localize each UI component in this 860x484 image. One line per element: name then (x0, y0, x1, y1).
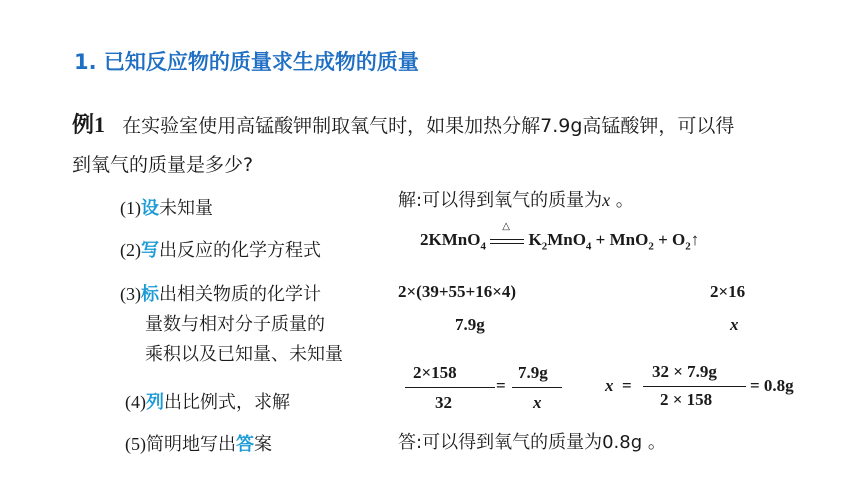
example-text-2: 到氧气的质量是多少? (72, 154, 254, 176)
step-2-text: 出反应的化学方程式 (159, 240, 321, 261)
heat-condition-icon: △ (502, 221, 510, 233)
step-2-key: 写 (141, 240, 159, 261)
ratio-bar-1 (405, 387, 495, 388)
step-1-num: (1) (120, 198, 141, 218)
ratio-equals: = (496, 376, 506, 395)
section-title: 1. 已知反应物的质量求生成物的质量 (74, 50, 419, 74)
solution-let-end: 。 (610, 190, 634, 211)
eq-reactant: 2KMnO (420, 230, 481, 249)
eq-product-1a: K (528, 230, 542, 249)
eq-sub: 4 (585, 240, 592, 253)
step-3-key: 标 (141, 284, 159, 305)
step-1 (120, 194, 213, 220)
eq-sub: 2 (685, 240, 691, 253)
ratio-bar-2 (512, 387, 562, 388)
final-answer: 答:可以得到氧气的质量为0.8g 。 (398, 432, 666, 453)
step-5-key: 答 (236, 434, 254, 455)
solution-let-text: 解:可以得到氧气的质量为 (398, 190, 603, 211)
eq-sub: 4 (480, 240, 486, 253)
step-5 (125, 430, 272, 456)
eq-product-2: + MnO (591, 230, 649, 249)
step-2 (120, 236, 321, 262)
step-3 (120, 280, 321, 306)
result-den: 2 × 158 (660, 390, 713, 409)
example-label: 例1 (72, 112, 106, 137)
result-answer: = 0.8g (750, 376, 794, 395)
step-1-text: 未知量 (159, 198, 213, 219)
step-2-num: (2) (120, 240, 141, 260)
ratio-num-2: 7.9g (518, 363, 548, 382)
eq-product-3: + O (653, 230, 686, 249)
step-4 (125, 388, 290, 414)
example-text-1: 在实验室使用高锰酸钾制取氧气时，如果加热分解7.9g高锰酸钾，可以得 (122, 115, 735, 137)
chemical-equation (420, 221, 700, 253)
step-3-line-2: 量数与相对分子质量的 (145, 314, 325, 335)
mass-right: 2×16 (710, 282, 746, 301)
step-5-pre: 简明地写出 (146, 434, 236, 455)
reaction-arrow (490, 221, 524, 248)
mass-left: 2×(39+55+16×4) (398, 282, 517, 301)
step-5-num: (5) (125, 434, 146, 454)
example-line-1 (72, 108, 734, 139)
solution-let-var: x (602, 190, 611, 210)
result-var: x (605, 376, 614, 395)
step-3-line-3: 乘积以及已知量、未知量 (145, 344, 343, 365)
step-4-num: (4) (125, 392, 146, 412)
step-5-text: 案 (254, 434, 272, 455)
step-4-key: 列 (146, 392, 164, 413)
result-eq: = (622, 376, 632, 395)
eq-product-1b: MnO (547, 230, 586, 249)
step-3-num: (3) (120, 284, 141, 304)
ratio-den-1: 32 (435, 393, 452, 412)
step-3-text: 出相关物质的化学计 (159, 284, 321, 305)
ratio-num-1: 2×158 (413, 363, 457, 382)
known-mass: 7.9g (455, 315, 485, 334)
result-num: 32 × 7.9g (652, 362, 717, 381)
unknown-mass: x (730, 315, 739, 334)
gas-arrow-icon: ↑ (690, 230, 700, 249)
step-1-key: 设 (141, 198, 159, 219)
result-bar (643, 386, 746, 387)
eq-sub: 2 (648, 240, 654, 253)
step-4-text: 出比例式，求解 (164, 392, 290, 413)
ratio-den-2: x (533, 393, 542, 412)
eq-sub: 2 (541, 240, 548, 253)
solution-let (398, 186, 634, 212)
